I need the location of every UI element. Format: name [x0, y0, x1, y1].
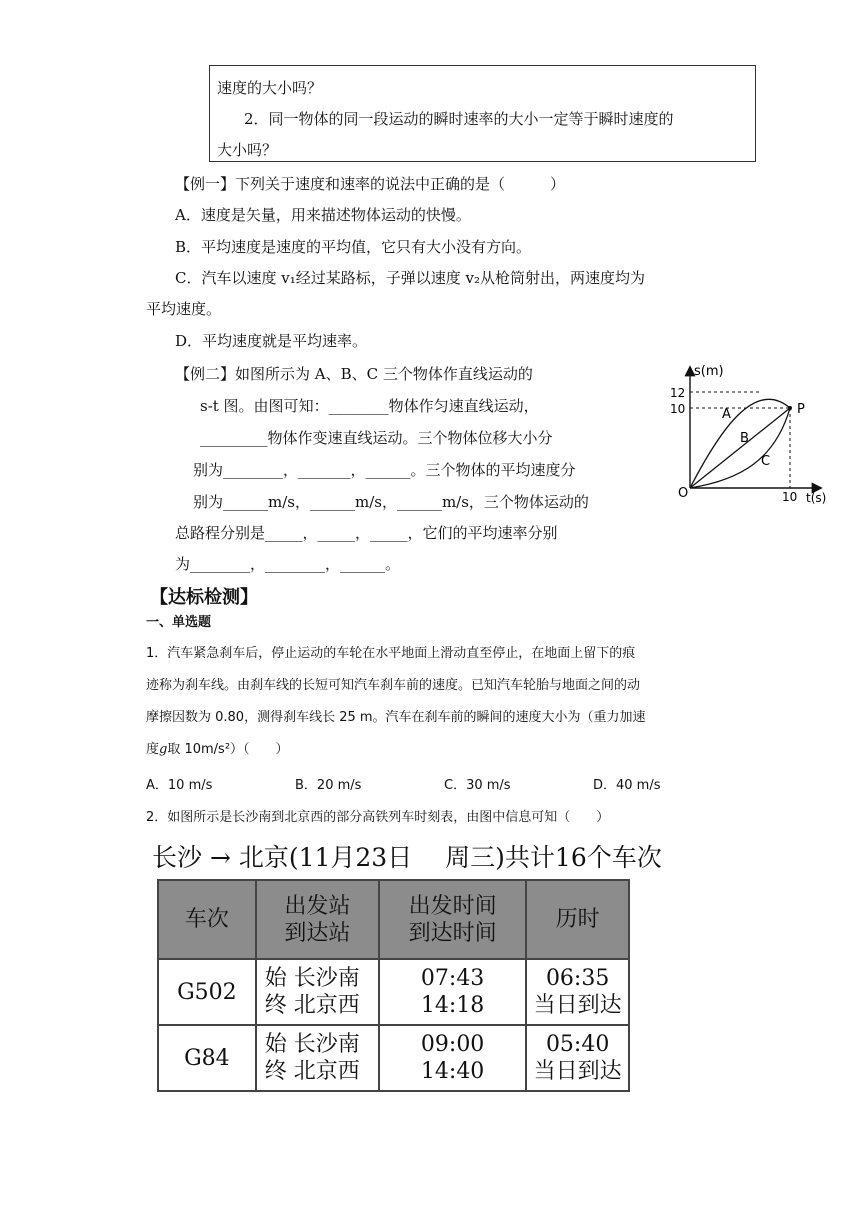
- q1-line-4: [146, 738, 289, 757]
- row-train: G502: [158, 959, 256, 1025]
- example1-option-c-line2: 平均速度。: [146, 300, 222, 318]
- timetable-title: 长沙 → 北京(11月23日 周三)共计16个车次: [152, 843, 662, 872]
- x-axis-label: t(s): [806, 491, 827, 505]
- point-p: [788, 406, 792, 410]
- row-duration: 05:40: [545, 1032, 610, 1057]
- q1-option-a: A．10 m/s: [146, 778, 213, 793]
- row-stations: [256, 959, 379, 1025]
- point-p-label: P: [797, 402, 805, 417]
- row-duration: 06:35: [545, 966, 610, 991]
- header-train: 车次: [158, 880, 256, 959]
- example2-line-3: _________物体作变速直线运动。三个物体位移大小分: [200, 429, 553, 447]
- example2-line-4: 别为________，_______，______。三个物体的平均速度分: [193, 461, 576, 479]
- box-line-2: 2．同一物体的同一段运动的瞬时速率的大小一定等于瞬时速度的: [244, 110, 674, 128]
- q1-option-c: C．30 m/s: [444, 778, 511, 793]
- row-note: 当日到达: [533, 1059, 622, 1084]
- origin-label: O: [678, 486, 689, 501]
- header-time-1: 出发时间: [408, 893, 497, 919]
- example1-option-a: A．速度是矢量，用来描述物体运动的快慢。: [175, 206, 471, 224]
- row-depart: 07:43: [420, 966, 485, 991]
- box-line-3: 大小吗？: [217, 141, 278, 159]
- example1-question: 【例一】下列关于速度和速率的说法中正确的是（ ）: [175, 175, 566, 193]
- header-time-2: 到达时间: [408, 920, 497, 946]
- q1-line-3: 摩擦因数为 0.80，测得刹车线长 25 m。汽车在刹车前的瞬间的速度大小为（重力加速: [146, 710, 646, 725]
- row-stations: [256, 1025, 379, 1091]
- line-b: [690, 408, 790, 488]
- row-note: 当日到达: [533, 993, 622, 1018]
- row-arrive: 14:18: [420, 993, 485, 1018]
- row-from: 始 长沙南: [264, 966, 360, 991]
- row-duration-cell: [526, 1025, 629, 1091]
- header-duration: 历时: [526, 880, 629, 959]
- q1-line-1: 1．汽车紧急刹车后，停止运动的车轮在水平地面上滑动直至停止，在地面上留下的痕: [146, 646, 636, 661]
- x-tick-10: 10: [782, 490, 798, 504]
- row-train: G84: [158, 1025, 256, 1091]
- q2-text: 2．如图所示是长沙南到北京西的部分高铁列车时刻表，由图中信息可知（ ）: [146, 810, 610, 825]
- gravity-symbol: g: [159, 742, 168, 757]
- y-tick-10: 10: [670, 402, 686, 416]
- header-station: [256, 880, 379, 959]
- row-duration-cell: [526, 959, 629, 1025]
- table-row: [158, 959, 629, 1025]
- example2-line-1: 【例二】如图所示为 A、B、C 三个物体作直线运动的: [175, 365, 533, 383]
- row-depart: 09:00: [420, 1032, 485, 1057]
- example2-line-5: 别为______m/s，______m/s，______m/s，三个物体运动的: [193, 493, 589, 511]
- row-to: 终 北京西: [264, 1059, 360, 1084]
- header-station-2: 到达站: [284, 920, 351, 946]
- curve-c-label: C: [761, 454, 771, 469]
- curve-a-label: A: [722, 407, 731, 422]
- example2-line-6: 总路程分别是_____，_____，_____，它们的平均速率分别: [175, 524, 558, 542]
- y-axis-label: s(m): [694, 364, 724, 379]
- example1-option-b: B．平均速度是速度的平均值，它只有大小没有方向。: [175, 238, 532, 256]
- example1-option-c-line1: C．汽车以速度 v₁经过某路标，子弹以速度 v₂从枪筒射出，两速度均为: [175, 269, 645, 287]
- row-arrive: 14:40: [420, 1059, 485, 1084]
- header-station-1: 出发站: [284, 893, 351, 919]
- timetable: [157, 879, 630, 1092]
- q1-line-4-pre: 度: [146, 742, 160, 757]
- q1-option-b: B．20 m/s: [295, 778, 362, 793]
- curve-b-label: B: [740, 431, 749, 446]
- q1-line-4-post: 取 10m/s²）（ ）: [167, 742, 289, 757]
- q1-option-d: D．40 m/s: [593, 778, 661, 793]
- row-times: [379, 1025, 526, 1091]
- q1-line-2: 迹称为刹车线。由刹车线的长短可知汽车刹车前的速度。已知汽车轮胎与地面之间的动: [146, 678, 641, 693]
- example2-line-2: s-t 图。由图可知：________物体作匀速直线运动，: [200, 397, 539, 415]
- timetable-header-row: [158, 880, 629, 959]
- example1-option-d: D．平均速度就是平均速率。: [175, 332, 368, 350]
- row-from: 始 长沙南: [264, 1032, 360, 1057]
- table-row: [158, 1025, 629, 1091]
- section-subheading: 一、单选题: [146, 615, 212, 630]
- example2-line-7: 为________，________，______。: [175, 555, 401, 573]
- st-graph: [660, 360, 835, 510]
- header-time: [379, 880, 526, 959]
- row-to: 终 北京西: [264, 993, 360, 1018]
- row-times: [379, 959, 526, 1025]
- section-heading: 【达标检测】: [150, 587, 258, 608]
- y-tick-12: 12: [670, 386, 686, 400]
- box-line-1: 速度的大小吗？: [217, 79, 323, 97]
